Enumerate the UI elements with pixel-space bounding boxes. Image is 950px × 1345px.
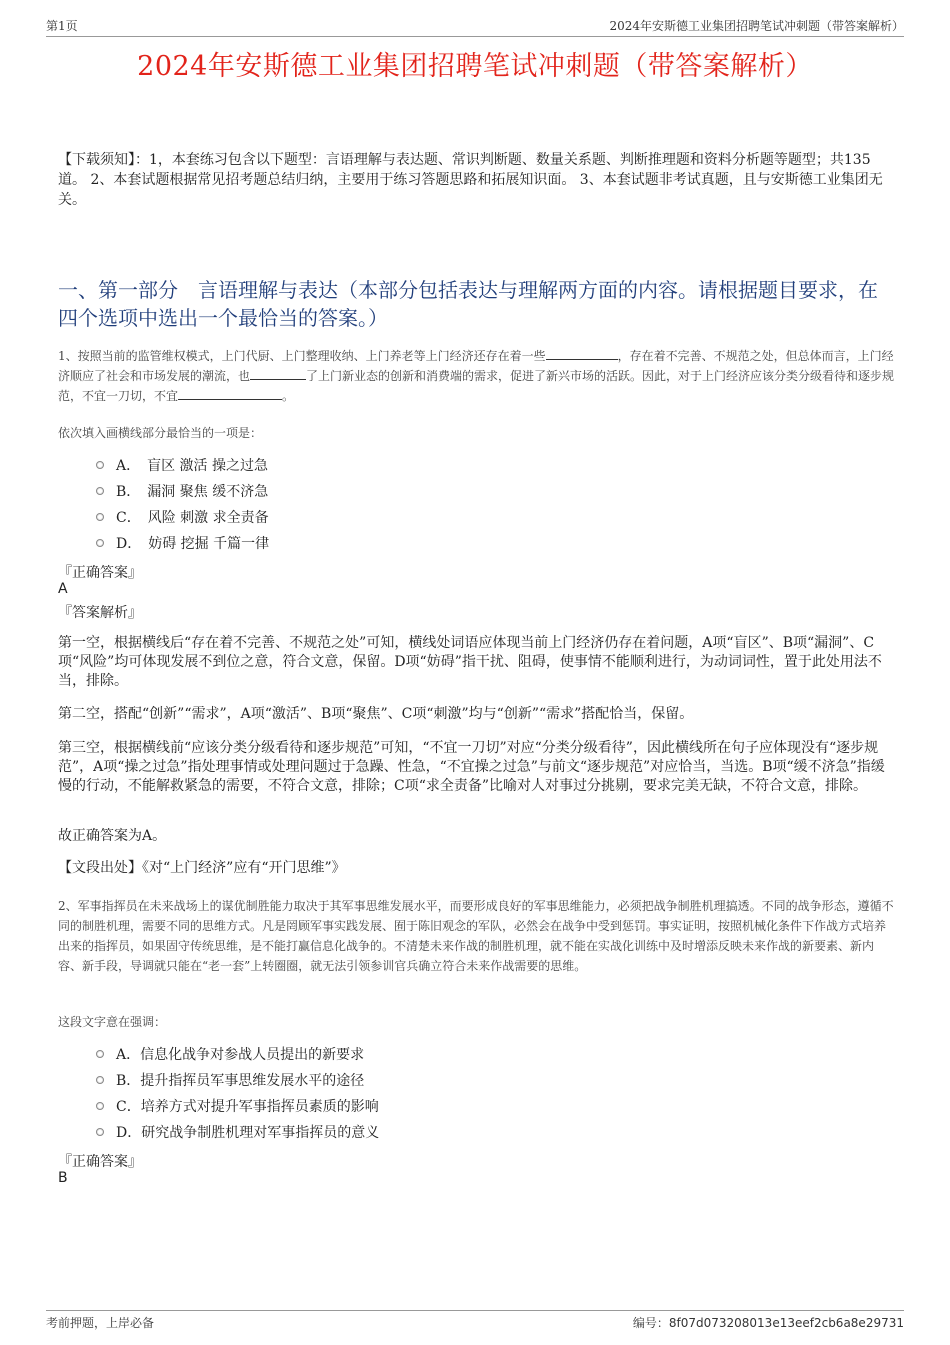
option-c[interactable]: C． 风险 刺激 求全责备 (96, 504, 269, 530)
section-title: 一、第一部分 言语理解与表达（本部分包括表达与理解两方面的内容。请根据题目要求，在四个选项中选出一个最恰当的答案。） (58, 278, 878, 330)
question-1-options (96, 452, 269, 556)
question-2-text: 2、军事指挥员在未来战场上的谋优制胜能力取决于其军事思维发展水平，而要形成良好的军事思维能力，必须把战争制胜机理搞透。不同的战争形态，遵循不同的制胜机理，需要不同的思维方式。凡是罔顾军事实践发展、囿于陈旧观念的军队，必然会在战争中受到惩罚。事实证明，按照机械化条件下作战方式培养出来的指挥员，如果固守传统思维，是不能打赢信息化战争的。不清楚未来作战的制胜机理，就不能在实战化训练中及时增添反映未来作战的新要素、新内容、新手段，导调就只能在“老一套”上转圈圈，就无法引领参训官兵确立符合未来作战需要的思维。 (58, 899, 894, 973)
question-2-options (96, 1041, 379, 1145)
radio-icon[interactable] (96, 1076, 104, 1084)
blank-3 (178, 387, 282, 400)
page-number: 第1页 (46, 19, 78, 33)
question-2-prompt: 这段文字意在强调： (58, 1015, 167, 1029)
blank-2 (250, 367, 306, 380)
correct-answer: A (58, 581, 68, 597)
radio-icon[interactable] (96, 1102, 104, 1110)
download-notice: 【下载须知】：1，本套练习包含以下题型：言语理解与表达题、常识判断题、数量关系题、判断推理题和资料分析题等题型；共135道。 2、本套试题根据常见招考题总结归纳，主要用于练习答题思路和拓展知识面。 3、本套试题非考试真题，且与安斯德工业集团无关。 (58, 152, 883, 208)
radio-icon[interactable] (96, 1050, 104, 1058)
option-b[interactable]: B． 漏洞 聚焦 缓不济急 (96, 478, 269, 504)
question-1-text: 1、按照当前的监管维权模式，上门代厨、上门整理收纳、上门养老等上门经济还存在着一些 ，存在着不完善、不规范之处，但总体而言，上门经济顺应了社会和市场发展的潮流，也 了上门新业态的创新和消费端的需求，促进了新兴市场的活跃。因此，对于上门经济应该分类分级看待和逐步规范，不宜一刀切，不宜 。 (58, 349, 895, 403)
analysis-paragraph: 第一空，根据横线后“存在着不完善、不规范之处”可知，横线处词语应体现当前上门经济仍存在着问题，A项“盲区”、B项“漏洞”、C项“风险”均可体现发展不到位之意，符合文意，保留。D项“妨碍”指干扰、阻碍，使事情不能顺利进行，为动词词性，置于此处用法不当，排除。 (58, 635, 882, 689)
radio-icon[interactable] (96, 539, 104, 547)
page-footer (46, 1310, 904, 1331)
page-header (46, 14, 904, 37)
footer-code: 编号：8f07d073208013e13eef2cb6a8e29731 (632, 1316, 904, 1330)
option-d[interactable]: D．研究战争制胜机理对军事指挥员的意义 (96, 1119, 379, 1145)
answer-label: 『正确答案』 (58, 1154, 142, 1170)
option-d[interactable]: D． 妨碍 挖掘 千篇一律 (96, 530, 269, 556)
radio-icon[interactable] (96, 461, 104, 469)
question-1-prompt: 依次填入画横线部分最恰当的一项是： (58, 426, 263, 440)
option-c[interactable]: C．培养方式对提升军事指挥员素质的影响 (96, 1093, 379, 1119)
header-doc-title: 2024年安斯德工业集团招聘笔试冲刺题（带答案解析） (609, 19, 904, 33)
option-a[interactable]: A． 盲区 激活 操之过急 (96, 452, 269, 478)
option-a[interactable]: A．信息化战争对参战人员提出的新要求 (96, 1041, 379, 1067)
text-source: 【文段出处】《对“上门经济”应有“开门思维”》 (58, 860, 346, 876)
radio-icon[interactable] (96, 487, 104, 495)
radio-icon[interactable] (96, 513, 104, 521)
analysis-paragraph: 第三空，根据横线前“应该分类分级看待和逐步规范”可知，“不宜一刀切”对应“分类分级看待”，因此横线所在句子应体现没有“逐步规范”，A项“操之过急”指处理事情或处理问题过于急躁、性急，“不宜操之过急”与前文“逐步规范”对应恰当，当选。B项“缓不济急”指缓慢的行动，不能解救紧急的需要，不符合文意，排除；C项“求全责备”比喻对人对事过分挑剔，要求完美无缺，不符合文意，排除。 (58, 740, 885, 794)
analysis-label: 『答案解析』 (58, 605, 142, 621)
analysis-conclusion: 故正确答案为A。 (58, 828, 167, 844)
blank-1 (546, 347, 618, 360)
option-b[interactable]: B．提升指挥员军事思维发展水平的途径 (96, 1067, 379, 1093)
analysis-paragraph: 第二空，搭配“创新”“需求”，A项“激活”、B项“聚焦”、C项“刺激”均与“创新”“需求”搭配恰当，保留。 (58, 706, 694, 722)
document-title: 2024年安斯德工业集团招聘笔试冲刺题（带答案解析） (137, 51, 813, 82)
correct-answer: B (58, 1170, 68, 1186)
answer-label: 『正确答案』 (58, 565, 142, 581)
footer-slogan: 考前押题，上岸必备 (46, 1316, 155, 1330)
radio-icon[interactable] (96, 1128, 104, 1136)
